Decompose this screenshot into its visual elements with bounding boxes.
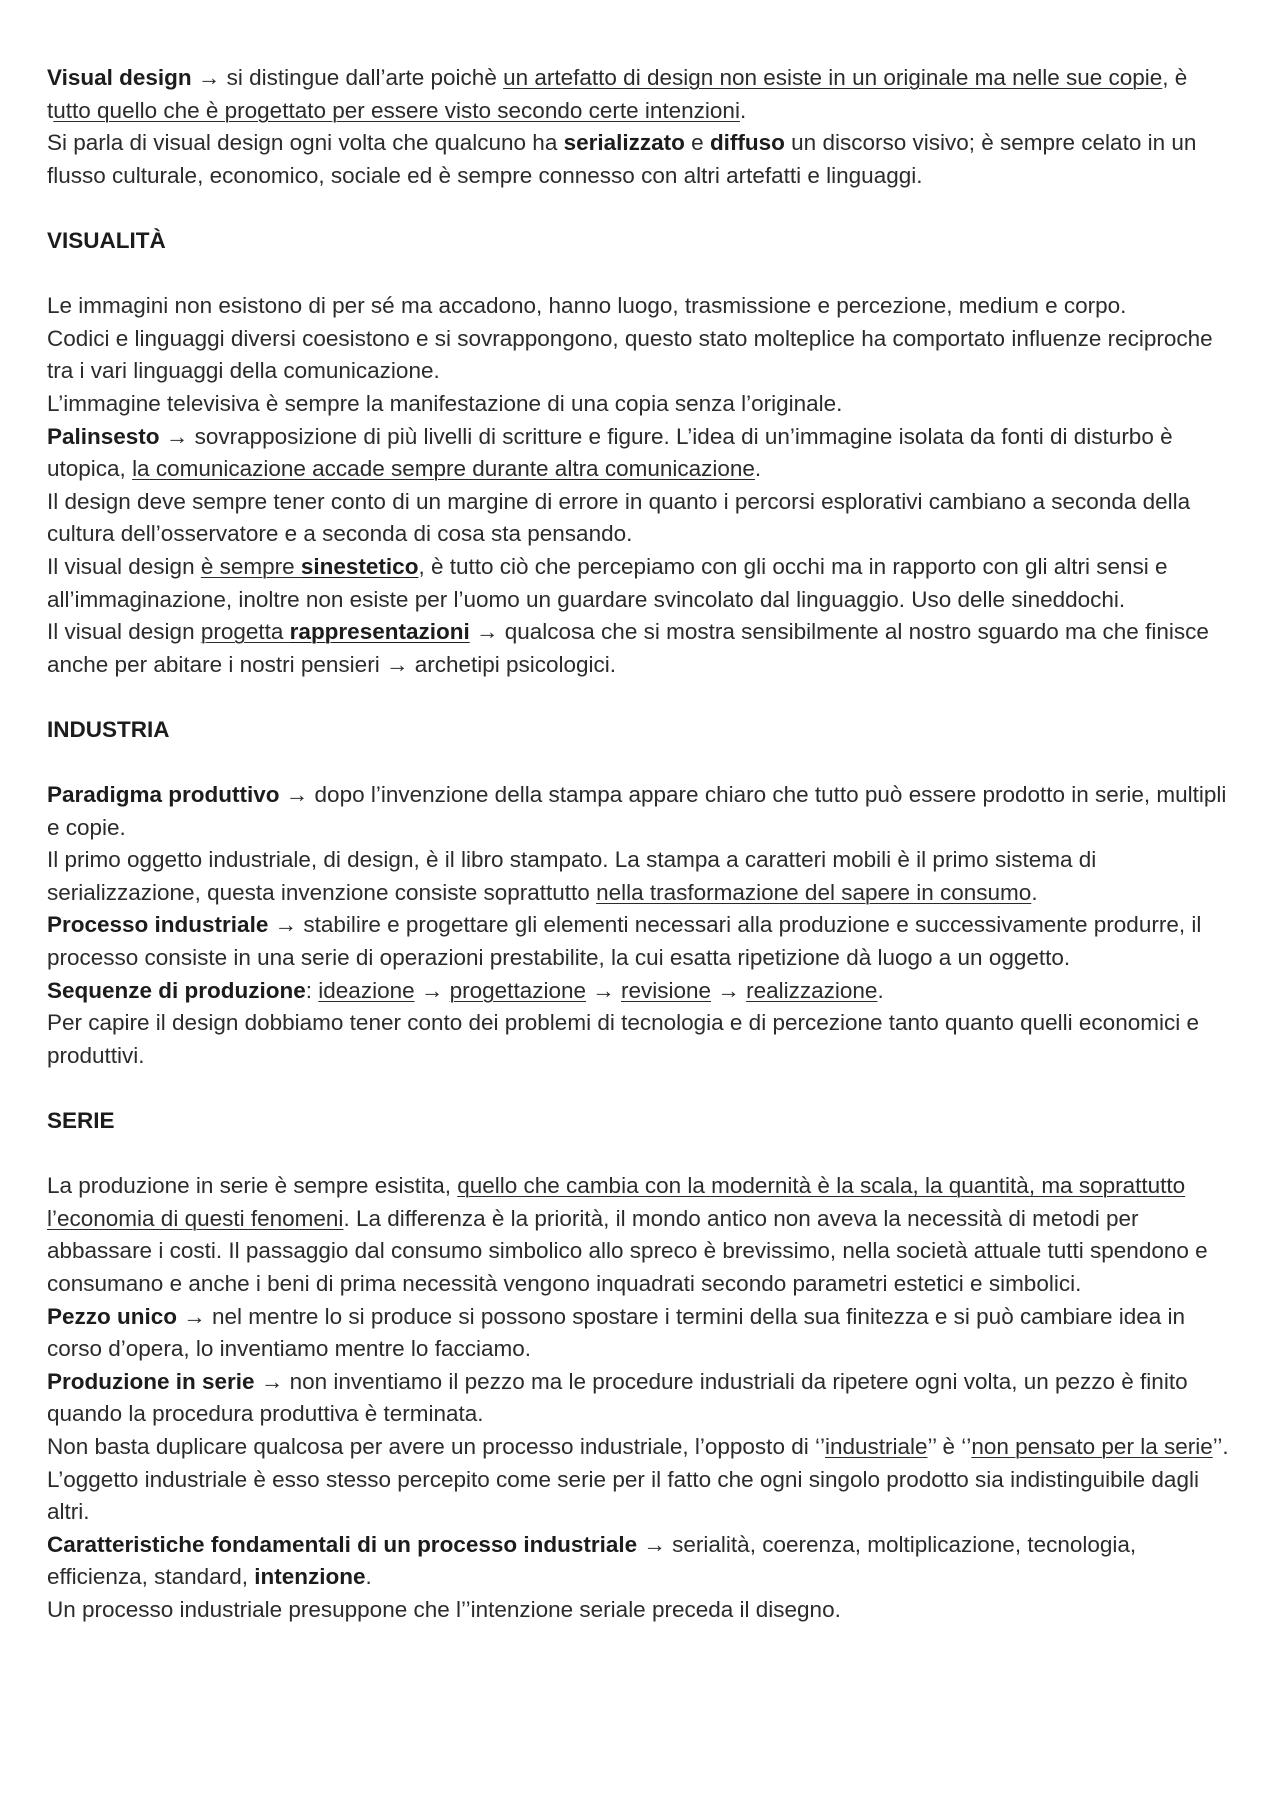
underlined-text: quello che cambia con la modernità è la scala, la quantità, ma soprattutto l’economia di questi fenomeni	[47, 1173, 1186, 1231]
text: . La differenza è la priorità, il mondo antico non aveva la necessità di metodi per abbassare i costi. Il passaggio dal consumo simbolico allo spreco è brevissimo, nella società attuale tutti spendono e consumano e anche i beni di prima necessità vengono inquadrati secondo parametri estetici e simbolici.	[47, 1205, 1208, 1296]
paragraph-paradigma-produttivo	[47, 779, 1232, 844]
arrow: →	[274, 912, 298, 938]
underlined-text: è sempre	[200, 553, 301, 579]
paragraph-libro-stampato	[47, 844, 1232, 909]
text: qualcosa che si mostra sensibilmente al nostro sguardo ma che finisce anche per abitare i nostri pensieri	[47, 619, 1209, 677]
step-revisione: revisione	[621, 977, 712, 1003]
paragraph-industriale-opposto	[47, 1431, 1232, 1529]
underlined-text: nella trasformazione del sapere in consumo	[596, 879, 1032, 905]
paragraph-sinestetico	[47, 551, 1232, 616]
term-visual-design: Visual design	[47, 65, 192, 90]
text: La produzione in serie è sempre esistita,	[47, 1173, 458, 1199]
arrow: →	[183, 1303, 206, 1329]
text: un discorso visivo; è sempre celato in un flusso culturale, economico, sociale ed è sempre connesso con altri artefatti e linguaggi.	[47, 130, 1197, 188]
paragraph: Un processo industriale presuppone che l’’intenzione seriale preceda il disegno.	[47, 1596, 841, 1622]
text: :	[305, 977, 319, 1003]
paragraph: Il design deve sempre tener conto di un margine di errore in quanto i percorsi esplorativi cambiano a seconda della cultura dell’osservatore e a seconda di cosa sta pensando.	[47, 488, 1191, 547]
term-palinsesto: Palinsesto	[47, 423, 160, 449]
paragraph-palinsesto	[47, 421, 1232, 486]
text: si distingue dall’arte poichè	[226, 65, 504, 90]
paragraph: Le immagini non esistono di per sé ma accadono, hanno luogo, trasmissione e percezione, medium e corpo.	[47, 293, 1127, 319]
paragraph-visual-design-context	[47, 127, 1232, 192]
text: Il primo oggetto industriale, di design, è il libro stampato. La stampa a caratteri mobili è il primo sistema di serializzazione, questa invenzione consiste soprattutto	[47, 847, 1097, 905]
spacer	[47, 1072, 1232, 1105]
text: ’’. L’oggetto industriale è esso stesso percepito come serie per il fatto che ogni singolo prodotto sia indistinguibile dagli altri.	[47, 1433, 1229, 1525]
underlined-text: progetta	[200, 619, 290, 645]
heading-industria: INDUSTRIA	[47, 716, 170, 742]
spacer	[47, 746, 1232, 779]
paragraph: Per capire il design dobbiamo tener conto dei problemi di tecnologia e di percezione tanto quanto quelli economici e produttivi.	[47, 1010, 1199, 1068]
arrow: →	[285, 782, 309, 808]
heading-serie: SERIE	[47, 1108, 115, 1133]
text: .	[877, 977, 884, 1003]
paragraph-produzione-in-serie	[47, 1170, 1232, 1300]
arrow: →	[197, 65, 221, 90]
text: non inventiamo il pezzo ma le procedure industriali da ripetere ogni volta, un pezzo è finito quando la procedura produttiva è terminata.	[47, 1368, 1188, 1427]
step-progettazione: progettazione	[449, 977, 586, 1003]
arrow: →	[717, 977, 740, 1003]
bold-term-intenzione: intenzione	[254, 1564, 366, 1590]
arrow: →	[592, 977, 615, 1003]
text: nel mentre lo si produce si possono spostare i termini della sua finitezza e si può cambiare idea in corso d’opera, lo inventiamo mentre lo facciamo.	[47, 1303, 1186, 1362]
text: , è tutto ciò che percepiamo con gli occhi ma in rapporto con gli altri sensi e all’immaginazione, inoltre non esiste per l’uomo un guardare svincolato dal linguaggio. Uso delle sineddochi.	[47, 553, 1168, 612]
text: Il visual design	[47, 619, 201, 645]
term-pezzo-unico: Pezzo unico	[47, 1303, 178, 1329]
arrow: →	[385, 651, 409, 677]
text: serialità, coerenza, moltiplicazione, tecnologia, efficienza, standard,	[47, 1531, 1137, 1590]
text: Il visual design	[47, 553, 201, 579]
underlined-bold-term: rappresentazioni	[289, 619, 470, 645]
text: Non basta duplicare qualcosa per avere un processo industriale, l’opposto di ‘’	[47, 1433, 825, 1459]
underlined-text: utto quello che è progettato per essere visto secondo certe intenzioni	[53, 97, 740, 123]
text: stabilire e progettare gli elementi necessari alla produzione e successivamente produrre, il processo consiste in una serie di operazioni prestabilite, la cui esatta ripetizione dà luogo a un oggetto.	[47, 912, 1202, 971]
paragraph-pezzo-unico	[47, 1301, 1232, 1366]
underlined-text: la comunicazione accade sempre durante altra comunicazione	[132, 456, 755, 482]
bold-term: serializzato	[563, 130, 685, 156]
paragraph-caratteristiche	[47, 1529, 1232, 1594]
arrow: →	[475, 619, 499, 645]
spacer	[47, 192, 1232, 225]
paragraph: L’immagine televisiva è sempre la manifestazione di una copia senza l’originale.	[47, 390, 843, 416]
term-produzione-in-serie: Produzione in serie	[47, 1368, 255, 1394]
text: dopo l’invenzione della stampa appare chiaro che tutto può essere prodotto in serie, multipli e copie.	[47, 782, 1227, 840]
term-sequenze-di-produzione: Sequenze di produzione	[47, 977, 306, 1003]
step-realizzazione: realizzazione	[746, 977, 878, 1003]
text: Si parla di visual design ogni volta che qualcuno ha	[47, 130, 564, 156]
spacer	[47, 258, 1232, 291]
heading-visualita: VISUALITÀ	[47, 227, 166, 253]
paragraph: Codici e linguaggi diversi coesistono e si sovrappongono, questo stato molteplice ha comportato influenze reciproche tra i vari linguaggi della comunicazione.	[47, 325, 1213, 384]
text: archetipi psicologici.	[408, 651, 617, 677]
text: .	[754, 456, 762, 482]
text: ’’ è ‘’	[927, 1433, 972, 1459]
underlined-text: industriale	[824, 1433, 928, 1459]
arrow: →	[260, 1368, 284, 1394]
bold-term: diffuso	[709, 130, 785, 156]
paragraph-processo-industriale	[47, 909, 1232, 974]
arrow: →	[165, 423, 189, 449]
term-paradigma-produttivo: Paradigma produttivo	[47, 782, 280, 808]
paragraph-produzione-serie-def	[47, 1366, 1232, 1431]
text: e	[684, 130, 710, 156]
underlined-bold-term: sinestetico	[300, 553, 419, 579]
text: .	[365, 1564, 372, 1590]
step-ideazione: ideazione	[318, 977, 415, 1003]
term-caratteristiche: Caratteristiche fondamentali di un processo industriale	[47, 1531, 638, 1557]
arrow: →	[420, 977, 444, 1003]
paragraph-rappresentazioni	[47, 616, 1232, 681]
text: .	[1031, 879, 1038, 905]
term-processo-industriale: Processo industriale	[47, 912, 269, 938]
underlined-text: non pensato per la serie	[971, 1433, 1213, 1459]
paragraph-sequenze-produzione	[47, 975, 1232, 1008]
spacer	[47, 1138, 1232, 1171]
text: sovrapposizione di più livelli di scritture e figure. L’idea di un’immagine isolata da fonti di disturbo è utopica,	[47, 423, 1173, 482]
underlined-text: un artefatto di design non esiste in un originale ma nelle sue copie	[503, 65, 1163, 90]
text: , è t	[47, 65, 1188, 123]
text: .	[739, 97, 747, 123]
spacer	[47, 681, 1232, 714]
arrow: →	[643, 1531, 666, 1557]
paragraph-visual-design-definition	[47, 62, 1232, 127]
